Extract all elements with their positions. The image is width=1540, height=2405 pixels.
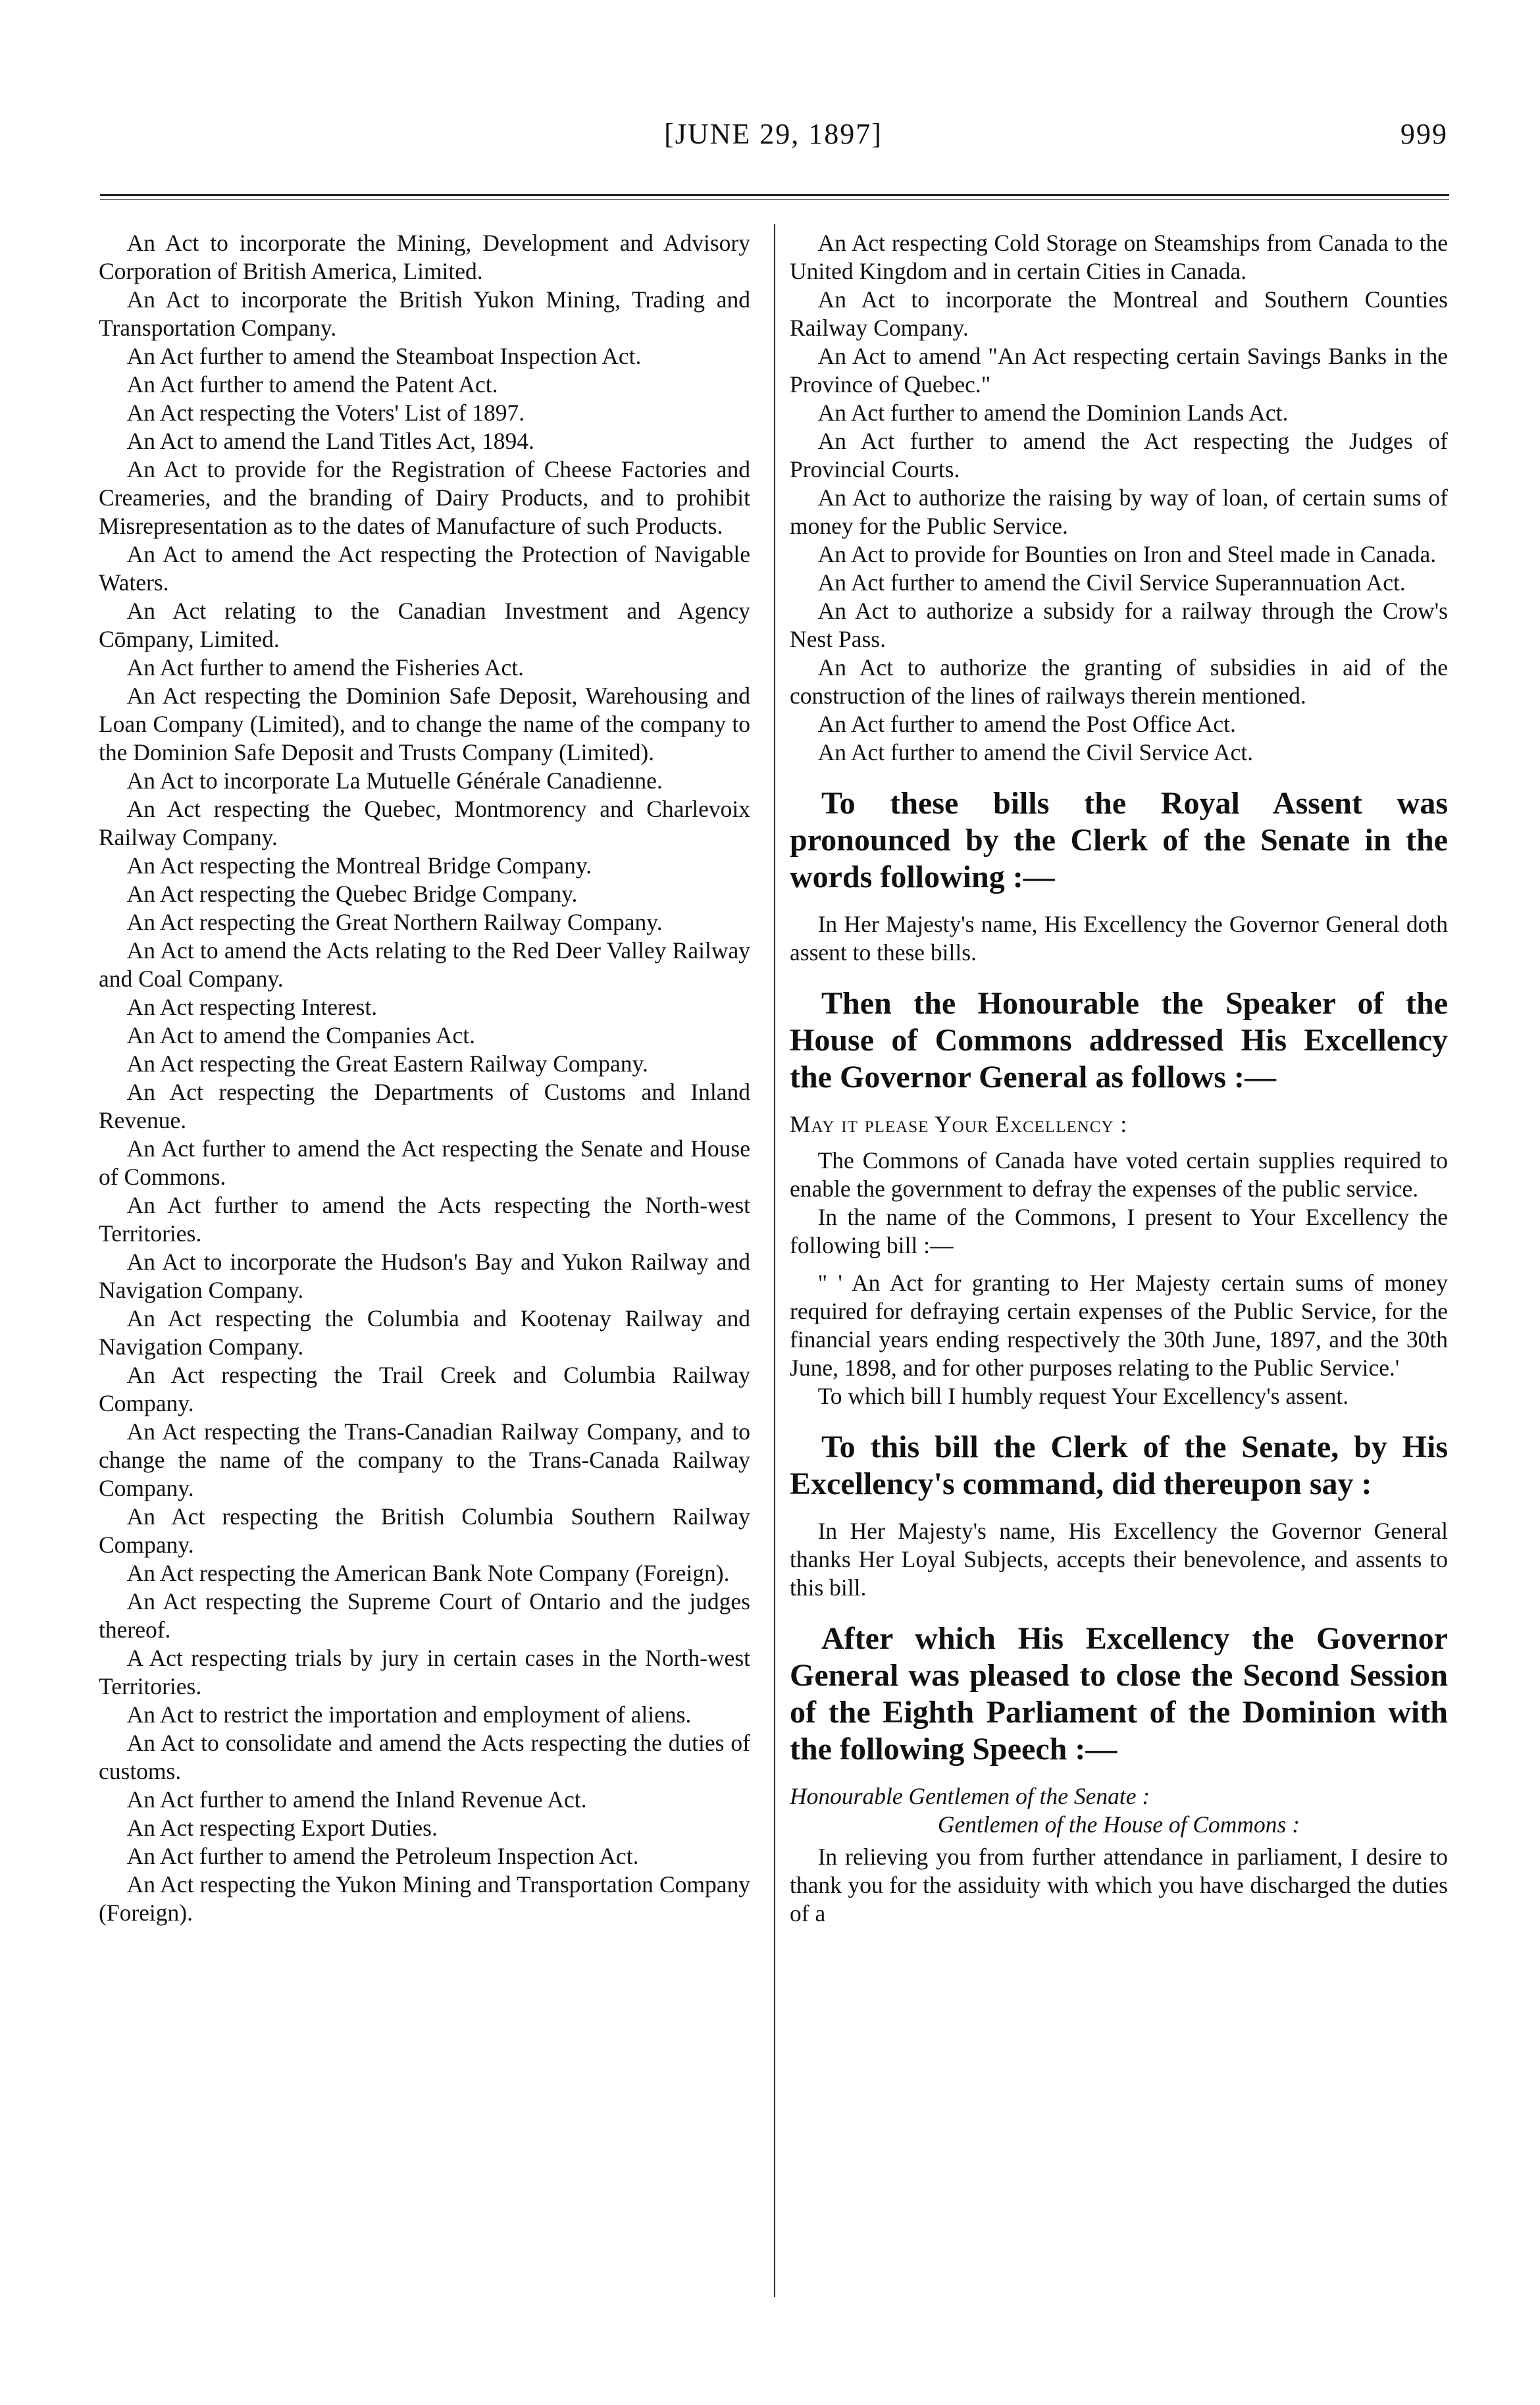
act-item: An Act to incorporate the Hudson's Bay and Yukon Railway and Navigation Company.	[99, 1249, 750, 1303]
act-item: An Act further to amend the Act respecting the Judges of Provincial Courts.	[790, 428, 1448, 482]
act-item: An Act respecting the American Bank Note Company (Foreign).	[126, 1560, 730, 1586]
act-item: An Act further to amend the Fisheries Act.	[126, 654, 524, 681]
header-rule-thin	[100, 199, 1449, 200]
act-item: An Act respecting the Columbia and Kootenay Railway and Navigation Company.	[99, 1305, 750, 1360]
act-item: An Act further to amend the Petroleum Inspection Act.	[126, 1843, 639, 1869]
assent-request: To which bill I humbly request Your Excellency's assent.	[817, 1383, 1349, 1409]
right-column	[790, 229, 1448, 1928]
act-item: An Act to restrict the importation and employment of aliens.	[126, 1701, 692, 1728]
act-item: An Act respecting the Montreal Bridge Company.	[126, 852, 592, 879]
act-item: An Act further to amend the Civil Service Superannuation Act.	[817, 569, 1406, 596]
act-item: An Act to amend "An Act respecting certain Savings Banks in the Province of Quebec."	[790, 343, 1448, 398]
act-item: An Act respecting Export Duties.	[126, 1815, 438, 1841]
act-item: An Act further to amend the Acts respecting the North-west Territories.	[99, 1192, 750, 1247]
page-number: 999	[1400, 118, 1448, 150]
act-item: An Act further to amend the Post Office Act.	[817, 711, 1236, 737]
assent-text: In Her Majesty's name, His Excellency the Governor General doth assent to these bills.	[790, 911, 1448, 966]
act-item: An Act relating to the Canadian Investment and Agency Cōmpany, Limited.	[99, 598, 750, 652]
act-item: An Act respecting the Great Eastern Railway Company.	[126, 1050, 648, 1077]
act-item: An Act respecting the Quebec Bridge Company.	[126, 881, 578, 907]
act-item: An Act further to amend the Steamboat Inspection Act.	[126, 343, 642, 369]
address-senate: Honourable Gentlemen of the Senate :	[790, 1783, 1150, 1809]
act-item: An Act to incorporate the Montreal and Southern Counties Railway Company.	[790, 286, 1448, 341]
section-heading-speaker: Then the Honourable the Speaker of the House of Commons addressed His Excellency the Governor General as follows :—	[790, 986, 1448, 1095]
act-item: An Act respecting the Voters' List of 1897.	[126, 400, 525, 426]
act-item: An Act to authorize the granting of subsidies in aid of the construction of the lines of railways therein mentioned.	[790, 654, 1448, 709]
speech-paragraph: In relieving you from further attendance in parliament, I desire to thank you for the assiduity with which you have discharged the duties of a	[790, 1844, 1448, 1927]
section-heading-close: After which His Excellency the Governor General was pleased to close the Second Session of the Eighth Parliament of the Dominion with the following Speech :—	[790, 1621, 1448, 1767]
act-item: An Act to amend the Companies Act.	[126, 1022, 476, 1048]
commons-paragraph: In the name of the Commons, I present to Your Excellency the following bill :—	[790, 1204, 1448, 1258]
act-item: An Act further to amend the Dominion Lands Act.	[817, 400, 1289, 426]
address-commons: Gentlemen of the House of Commons :	[937, 1811, 1300, 1838]
section-heading-clerk: To this bill the Clerk of the Senate, by His Excellency's command, did thereupon say :	[790, 1430, 1448, 1501]
act-item: An Act respecting the Supreme Court of Ontario and the judges thereof.	[99, 1588, 750, 1643]
act-item: An Act respecting the Yukon Mining and Transportation Company (Foreign).	[99, 1871, 750, 1926]
act-item: An Act to incorporate La Mutuelle Générale Canadienne.	[126, 767, 663, 794]
act-item: An Act to amend the Act respecting the Protection of Navigable Waters.	[99, 541, 750, 596]
bill-quote: " ' An Act for granting to Her Majesty certain sums of money required for defraying certain expenses of the Public Service, for the financial years ending respectively the 30th June, 1897, and the 30th June, 1898, and for other purposes relating to the Public Service.'	[790, 1270, 1448, 1381]
act-item: An Act respecting the Trans-Canadian Railway Company, and to change the name of the company to the Trans-Canada Railway Company.	[99, 1418, 750, 1501]
act-item: An Act respecting the Trail Creek and Columbia Railway Company.	[99, 1362, 750, 1416]
commons-paragraph: The Commons of Canada have voted certain supplies required to enable the government to defray the expenses of the public service.	[790, 1147, 1448, 1202]
act-item: An Act further to amend the Civil Service Act.	[817, 739, 1254, 765]
act-item: An Act to incorporate the Mining, Development and Advisory Corporation of British America, Limited.	[99, 230, 750, 284]
act-item: An Act to consolidate and amend the Acts respecting the duties of customs.	[99, 1730, 750, 1784]
header-date: [JUNE 29, 1897]	[664, 118, 883, 150]
salutation: May it please Your Excellency :	[790, 1111, 1128, 1137]
act-item: An Act respecting Interest.	[126, 994, 378, 1020]
act-item: An Act respecting Cold Storage on Steamships from Canada to the United Kingdom and in certain Cities in Canada.	[790, 230, 1448, 284]
act-item: An Act to amend the Acts relating to the Red Deer Valley Railway and Coal Company.	[99, 937, 750, 992]
thanks-text: In Her Majesty's name, His Excellency the Governor General thanks Her Loyal Subjects, accepts their benevolence, and assents to this bill.	[790, 1518, 1448, 1601]
act-item: An Act respecting the British Columbia Southern Railway Company.	[99, 1503, 750, 1558]
act-item: An Act further to amend the Patent Act.	[126, 371, 498, 398]
act-item: An Act respecting the Great Northern Railway Company.	[126, 909, 663, 935]
column-divider	[774, 224, 775, 2297]
act-item: An Act to provide for the Registration of Cheese Factories and Creameries, and the branding of Dairy Products, and to prohibit Misrepresentation as to the dates of Manufacture of such Products.	[99, 456, 750, 539]
act-item: A Act respecting trials by jury in certain cases in the North-west Territories.	[99, 1645, 750, 1699]
section-heading-assent: To these bills the Royal Assent was pronounced by the Clerk of the Senate in the words following :—	[790, 786, 1448, 894]
page-header	[99, 117, 1448, 163]
act-item: An Act to amend the Land Titles Act, 1894.	[126, 428, 534, 454]
act-item: An Act respecting the Dominion Safe Deposit, Warehousing and Loan Company (Limited), and to change the name of the company to the Dominion Safe Deposit and Trusts Company (Limited).	[99, 683, 750, 765]
act-item: An Act to provide for Bounties on Iron and Steel made in Canada.	[817, 541, 1437, 567]
left-column	[99, 229, 750, 1927]
act-item: An Act to incorporate the British Yukon Mining, Trading and Transportation Company.	[99, 286, 750, 341]
act-item: An Act to authorize a subsidy for a railway through the Crow's Nest Pass.	[790, 598, 1448, 652]
act-item: An Act further to amend the Act respecting the Senate and House of Commons.	[99, 1135, 750, 1190]
act-item: An Act further to amend the Inland Revenue Act.	[126, 1786, 587, 1813]
act-item: An Act respecting the Departments of Customs and Inland Revenue.	[99, 1079, 750, 1133]
act-item: An Act to authorize the raising by way of loan, of certain sums of money for the Public Service.	[790, 484, 1448, 539]
act-item: An Act respecting the Quebec, Montmorency and Charlevoix Railway Company.	[99, 796, 750, 850]
header-rule	[100, 194, 1449, 196]
